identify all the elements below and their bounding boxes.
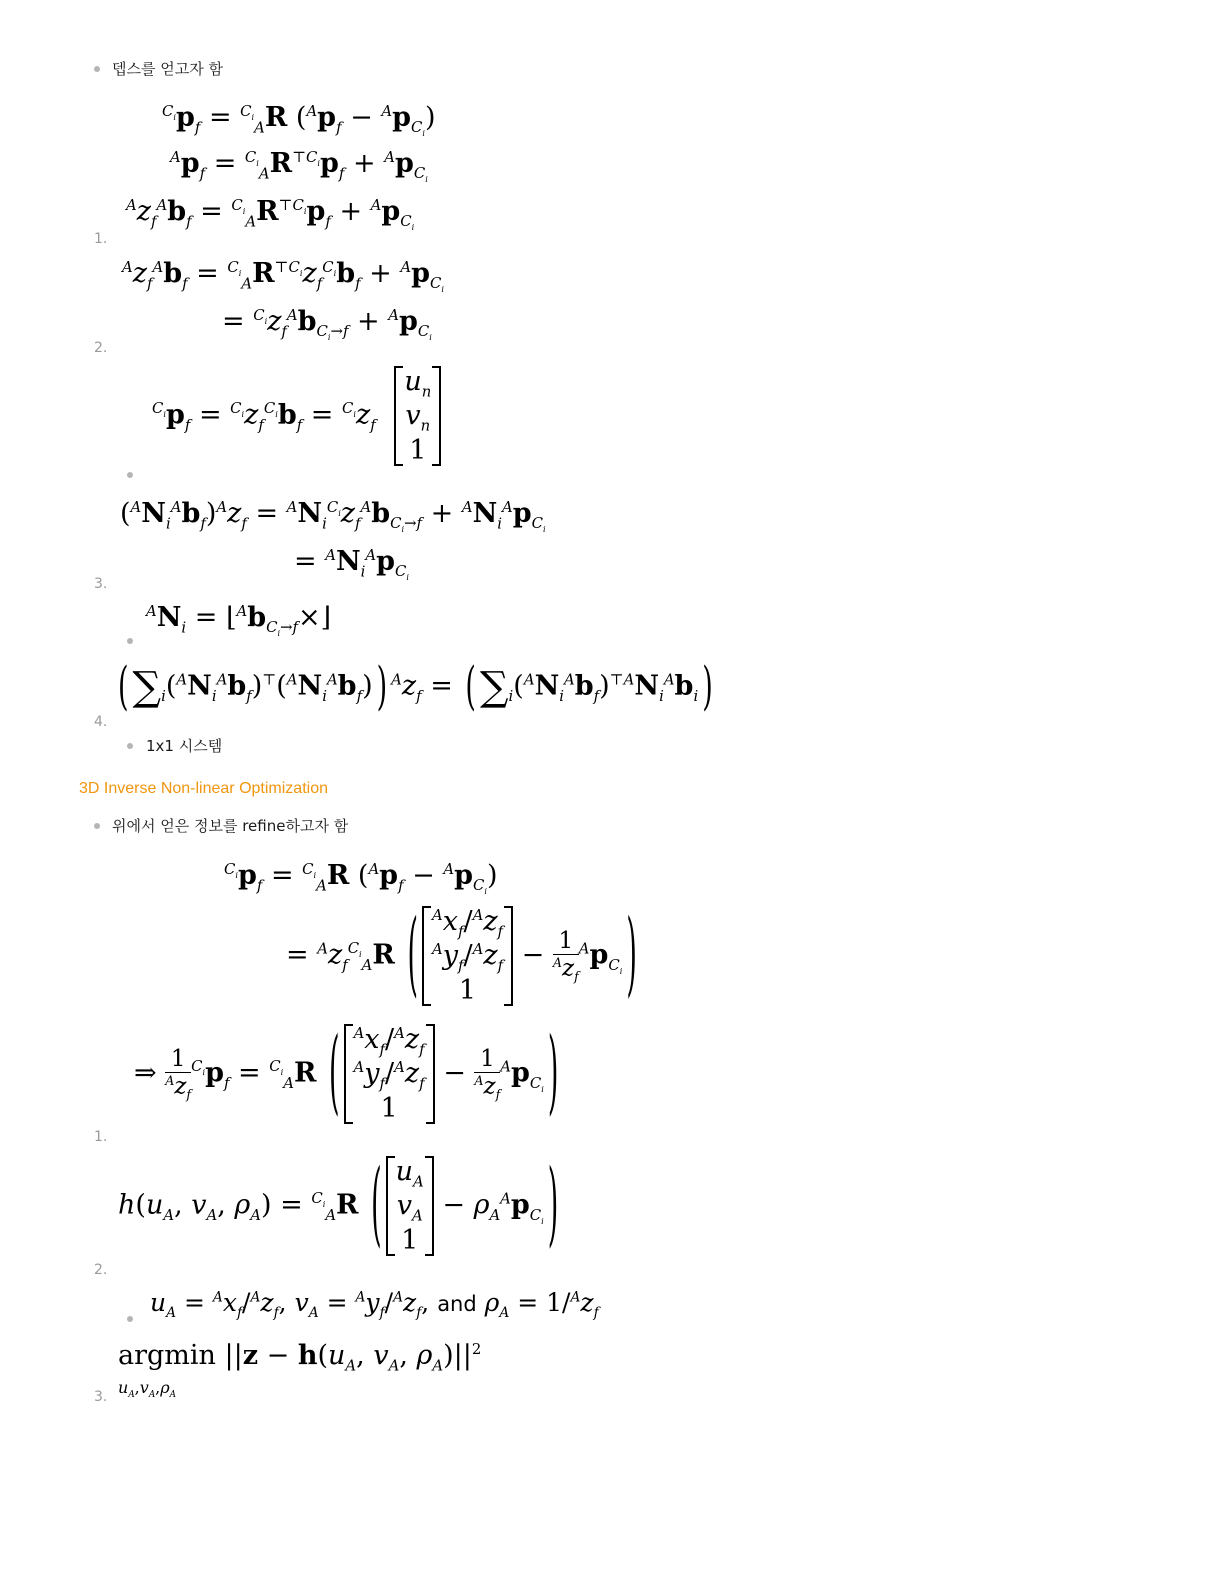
item-number: 2. [94,340,108,356]
equation-5b: = $^Az_f^{C_i}_AR$ ( $^Ax_f/^Az_f$ $^Ay_f/^Az_f$ 1 − $\frac{1}{^Az_f}$ $^Ap_{C_i}$ ) [286,903,637,1009]
equation-argmin: argmin $||z - h(u_A$, $v_A$, $\rho_A)||^2$ [118,1340,482,1375]
equation-1b: $^Ap_f = ^{C_i}_AR^{⊤C_i}p_f + ^Ap_{C_i}$ [170,148,428,185]
equation-definitions: $u_A = ^Ax_f/^Az_f$, $v_A = ^Ay_f/^Az_f$, and $\rho_A = 1/^Az_f$ [150,1288,599,1321]
bullet-dot [127,743,133,749]
section-heading: 3D Inverse Non-linear Optimization [79,780,328,797]
equation-1c: $^Az_f^Ab_f = ^{C_i}_AR^{⊤C_i}p_f + ^Ap_{C_i}$ [126,196,415,233]
item-number: 1. [94,231,108,247]
equation-skew: $^AN_i$ = $⌊^Ab_{C_i\to f}\times⌋$ [146,602,332,639]
equation-2b: = $^{C_i}z_f^Ab_{C_i\to f} + ^Ap_{C_i}$ [222,306,432,343]
equation-4: ( $\sum_i(^AN_i^Ab_f)^⊤(^AN_i^Ab_f)$ ) $^Az_f$ = ( $\sum_i(^AN_i^Ab_f)^{⊤A}N_i^Ab_i$ ) [118,657,713,717]
item-number: 3. [94,1389,108,1405]
refine-bullet-text: 위에서 얻은 정보를 refine하고자 함 [112,817,349,835]
bullet-dot [127,472,133,478]
equation-5c: ⇒ $\frac{1}{^Az_f}$ $^{C_i}p_f = ^{C_i}_AR$ ( $^Ax_f/^Az_f$ $^Ay_f/^Az_f$ 1 − $\frac{1}{^Az_f}$ $^Ap_{C_i}$ ) [134,1021,559,1127]
item-number: 1. [94,1129,108,1145]
bullet-dot [94,823,100,829]
equation-projection: $^{C_i}p_f = ^{C_i}z_f^{C_i}b_f = ^{C_i}z_f$ $u_n$ $v_n$ 1 [152,366,441,466]
equation-2a: $^Az_f^Ab_f = ^{C_i}_AR^{⊤C_i}z_f^{C_i}b_f + ^Ap_{C_i}$ [122,258,444,295]
item-number: 4. [94,714,108,730]
equation-3b: = $^AN_i^Ap_{C_i}$ [294,546,409,583]
equation-5a: $^{C_i}p_f = ^{C_i}_AR$ $(^Ap_f - ^Ap_{C_i})$ [224,860,498,897]
equation-3a: $(^AN_i^Ab_f)^Az_f = ^AN_i^{C_i}z_f^Ab_{C_i\to f} + ^AN_i^Ap_{C_i}$ [120,498,546,535]
equation-h: $h(u_A$, $v_A$, $\rho_A) = ^{C_i}_AR$ ( $u_A$ $v_A$ $1 - \rho_A^Ap_{C_i}$ ) [118,1153,559,1259]
bullet-dot [127,638,133,644]
bullet-dot [94,66,100,72]
equation-1a: $^{C_i}p_f = ^{C_i}_AR$ $(^Ap_f - ^Ap_{C_i})$ [162,102,436,139]
and-word: and [437,1292,477,1316]
argmin-subscript: $u_A,v_A,\rho_A$ [118,1378,177,1401]
system-sub-bullet-text: 1x1 시스템 [146,737,223,755]
depth-bullet-text: 뎁스를 얻고자 함 [112,60,223,78]
bullet-dot [127,1316,133,1322]
item-number: 2. [94,1262,108,1278]
item-number: 3. [94,576,108,592]
